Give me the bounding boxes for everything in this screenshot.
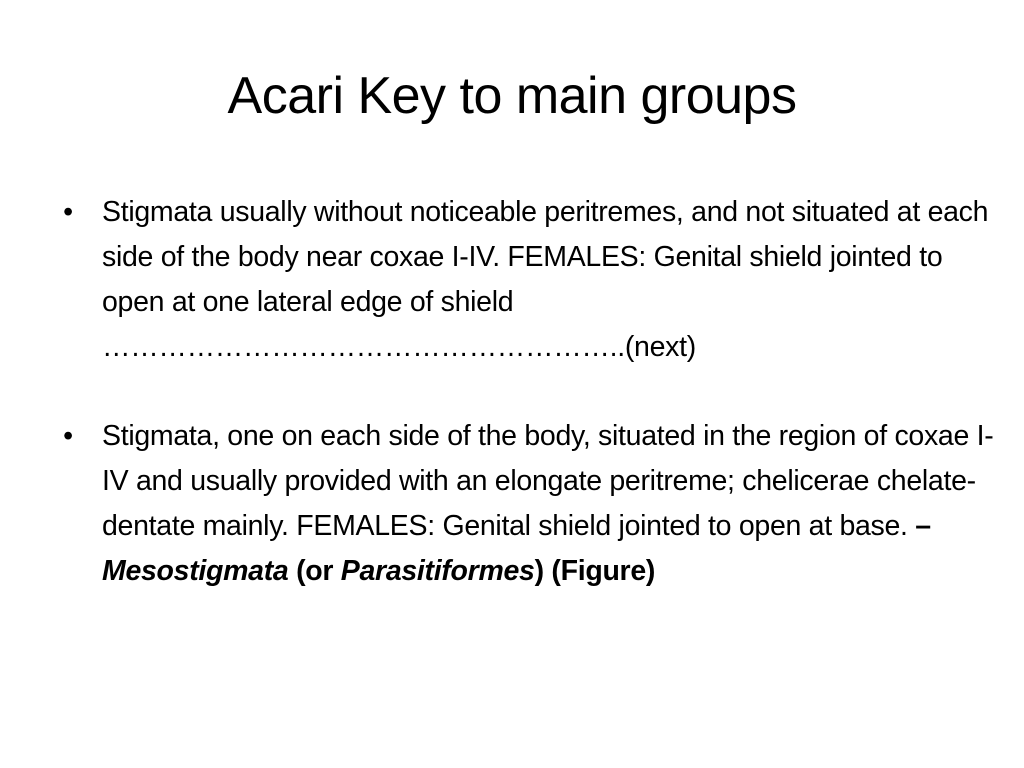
paren-open: (or [288,555,341,587]
bullet-text: Stigmata, one on each side of the body, situated in the region of coxae I-IV and usually provided with an elongate peritreme; chelicerae chelate-dentate mainly. FEMALES: Genital shield jointed to open at base. [102,420,994,542]
figure-reference: (Figure) [543,555,656,587]
paren-close: ) [534,555,544,587]
taxon-name: Mesostigmata [102,555,289,587]
slide-title: Acari Key to main groups [227,67,797,125]
bullet-text: Stigmata usually without noticeable peritremes, and not situated at each side of the body near coxae I-IV. FEMALES: Genital shield jointed to open at one lateral edge of shield ………………………………………………..(next) [102,196,989,363]
alt-taxon-name: Parasitiformes [340,555,535,587]
bullet-list [58,190,998,638]
bullet-item-2 [58,414,998,594]
bullet-marker: • [63,420,73,452]
dash: – [915,510,931,542]
bullet-marker: • [63,196,73,228]
bullet-item-1 [58,190,998,370]
